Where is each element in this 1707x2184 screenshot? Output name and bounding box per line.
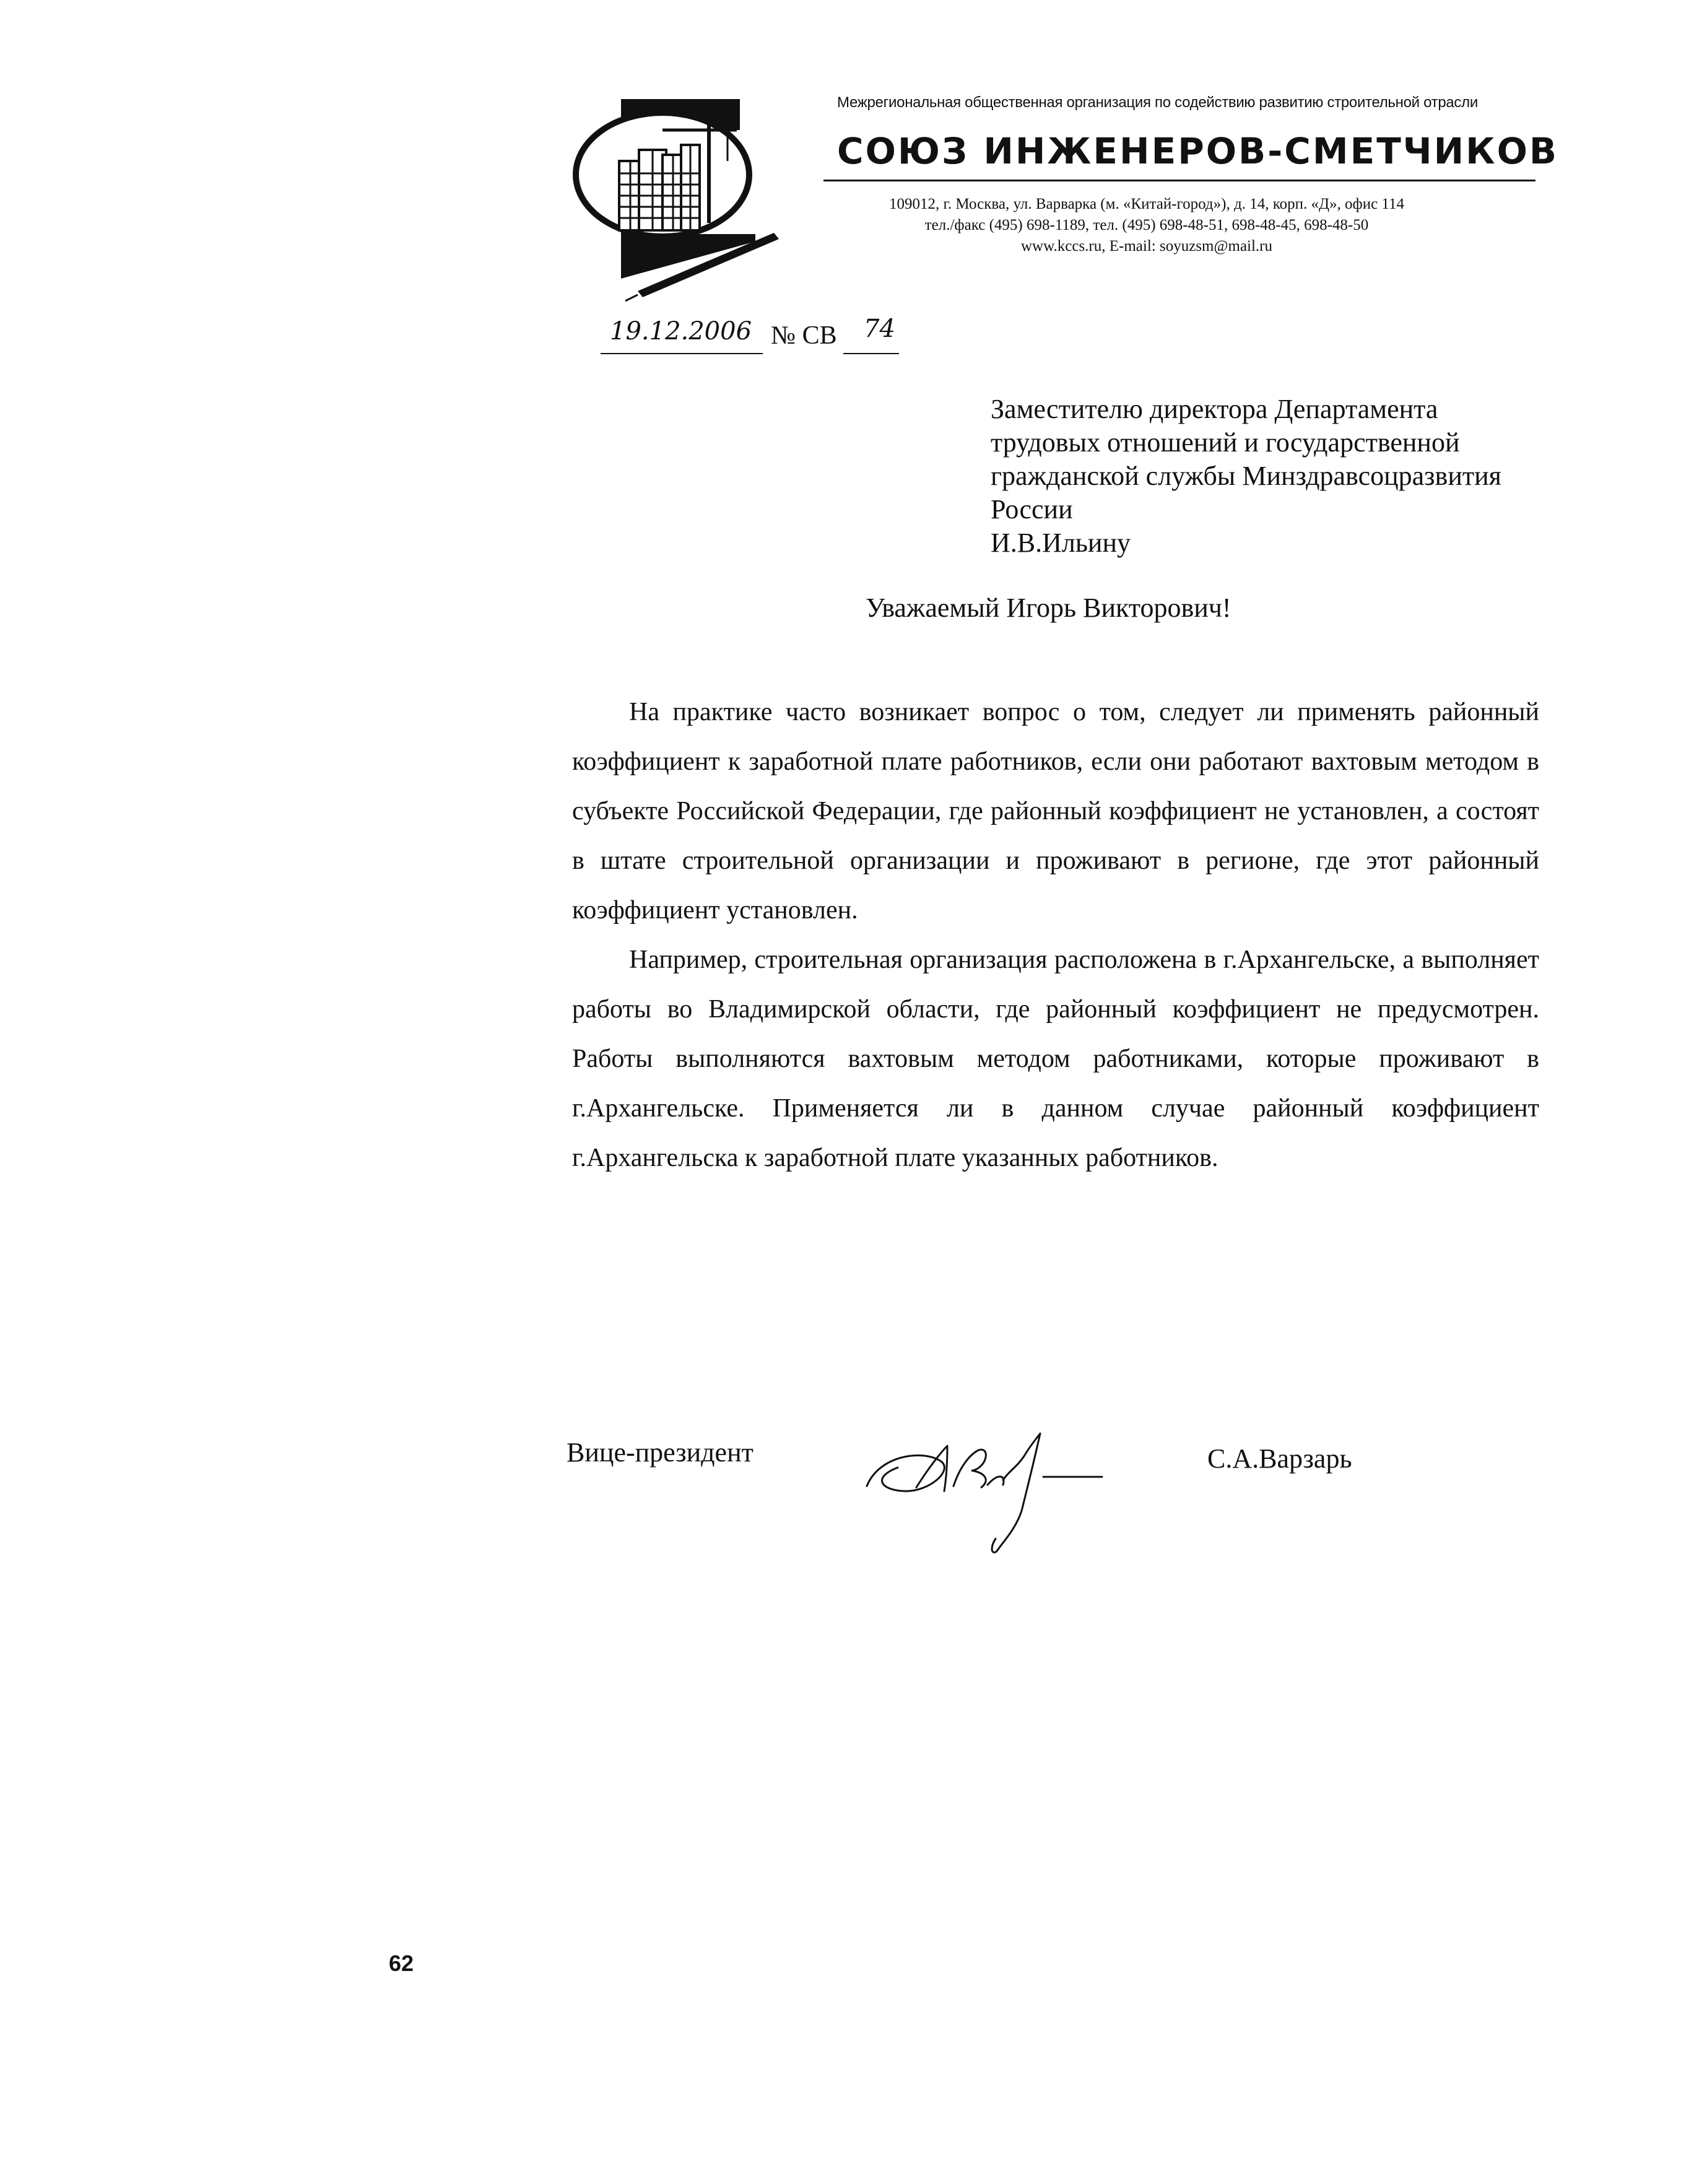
organization-name: СОЮЗ ИНЖЕНЕРОВ-СМЕТЧИКОВ bbox=[837, 130, 1559, 172]
letterhead-divider bbox=[823, 180, 1535, 181]
handwritten-signature bbox=[854, 1418, 1114, 1560]
page-number: 62 bbox=[389, 1951, 414, 1976]
address-line: 109012, г. Москва, ул. Варварка (м. «Китай-город»), д. 14, корп. «Д», офис 114 bbox=[888, 196, 1405, 212]
outgoing-number-label: № СВ bbox=[771, 321, 837, 350]
letter-body bbox=[572, 687, 1539, 1183]
addressee-line: России bbox=[991, 494, 1073, 524]
handwritten-number: 74 bbox=[864, 315, 895, 343]
addressee-line: трудовых отношений и государственной bbox=[991, 427, 1460, 458]
signatory-title: Вице-президент bbox=[567, 1437, 754, 1468]
organization-logo bbox=[570, 93, 786, 303]
date-underline bbox=[601, 353, 763, 354]
body-paragraph: Например, строительная организация расположена в г.Архангельске, а выполняет работы во Владимирской области, где районный коэффициент не предусмотрен. Работы выполняются вахтовым методом работниками, которые проживают в г.Архангельске. Применяется ли в данном случае районный коэффициент г.Архангельска к заработной плате указанных работников. bbox=[572, 946, 1539, 1172]
signatory-name: С.А.Варзарь bbox=[1207, 1443, 1352, 1474]
body-paragraph: На практике часто возникает вопрос о том, следует ли применять районный коэффициент к заработной плате работников, если они работают вахтовым методом в субъекте Российской Федерации, где районный коэффициент не установлен, а состоят в штате строительной организации и проживают в регионе, где этот районный коэффициент установлен. bbox=[572, 698, 1539, 925]
handwritten-date: 19.12.2006 bbox=[610, 317, 752, 346]
addressee-line: Заместителю директора Департамента bbox=[991, 394, 1438, 424]
addressee-block bbox=[991, 393, 1585, 560]
greeting: Уважаемый Игорь Викторович! bbox=[866, 593, 1231, 623]
addressee-line: гражданской службы Минздравсоцразвития bbox=[991, 461, 1501, 491]
number-underline bbox=[843, 353, 899, 354]
contacts-line: www.kccs.ru, E-mail: soyuzsm@mail.ru bbox=[1020, 238, 1273, 255]
addressee-name: И.В.Ильину bbox=[991, 528, 1131, 558]
phone-line: тел./факс (495) 698-1189, тел. (495) 698-48-51, 698-48-45, 698-48-50 bbox=[924, 217, 1369, 233]
organization-description: Межрегиональная общественная организация по содействию развитию строительной отрасли bbox=[837, 94, 1478, 111]
